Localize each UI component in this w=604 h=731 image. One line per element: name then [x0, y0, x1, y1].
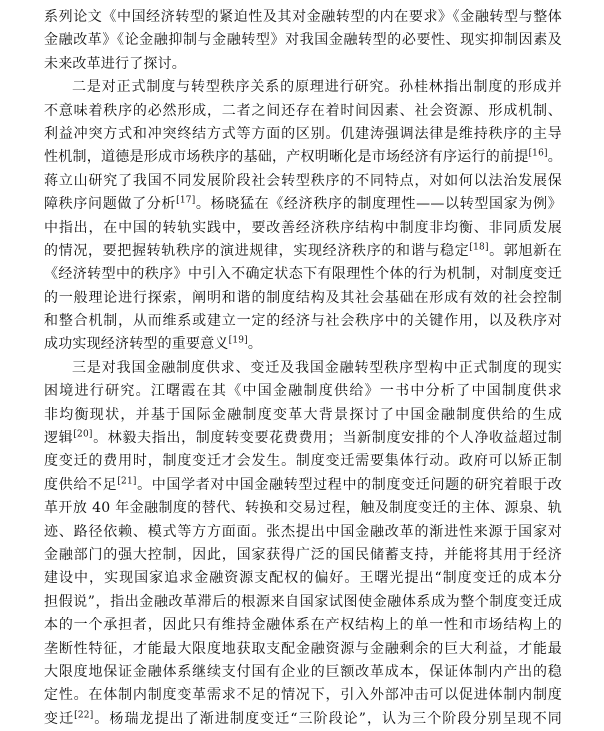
text-line	[44, 170, 562, 193]
line-text: 三是对我国金融制度供求、变迁及我国金融转型秩序型构中正式制度的现实	[72, 359, 562, 376]
line-text: 本的一个承担者，因此只有维持金融体系在产权结构上的单一性和市场结构上的	[44, 617, 562, 634]
line-text: 度变迁的费用时，制度变迁才会发生。制度变迁需要集体行动。政府可以矫正制	[44, 453, 562, 470]
line-text: 困境进行研究。江曙霞在其《中国金融制度供给》一书中分析了中国制度供求	[44, 383, 562, 400]
line-text-tail: 。林毅夫指出，制度转变要花费费用；当新制度安排的个人净收益超过制	[92, 430, 562, 447]
text-line	[44, 427, 562, 450]
text-line	[44, 404, 562, 427]
line-text: 垄断性特征，才能最大限度地获取支配金融资源与金融剩余的巨大利益，才能最	[44, 640, 562, 657]
line-text: 担假说”，指出金融改革滞后的根源来自国家试图使金融体系成为整个制度变迁成	[44, 593, 562, 610]
text-line	[44, 263, 562, 286]
citation-marker: [22]	[74, 710, 94, 721]
line-text: 成功实现经济转型的重要意义	[44, 336, 229, 353]
line-text: 的情况，要把握转轨秩序的演进规律，实现经济秩序的和谐与稳定	[44, 242, 470, 259]
text-line	[44, 357, 562, 380]
citation-marker: [19]	[228, 335, 248, 346]
text-line	[44, 310, 562, 333]
text-line	[44, 287, 562, 310]
text-line	[44, 614, 562, 637]
line-text: 未来改革进行了探讨。	[44, 55, 186, 72]
line-text: 蒋立山研究了我国不同发展阶段社会转型秩序的不同特点，对如何以法治发展保	[44, 172, 562, 189]
line-text: 不意味着秩序的必然形成，二者之间还存在着时间因素、社会资源、形成机制、	[44, 102, 562, 119]
line-text-tail: 。中国学者对中国金融转型过程中的制度变迁问题的研究着眼于改	[136, 476, 562, 493]
text-line	[44, 708, 562, 731]
text-line	[44, 684, 562, 707]
line-text: 《经济转型中的秩序》中引入不确定状态下有限理性个体的行为机制，对制度变迁	[44, 266, 562, 283]
text-line	[44, 474, 562, 497]
line-text: 金融部门的强大控制，因此，国家获得广泛的国民储蓄支持，并能将其用于经济	[44, 546, 562, 563]
line-text: 二是对正式制度与转型秩序关系的原理进行研究。孙桂林指出制度的形成并	[72, 79, 562, 96]
line-text: 大限度地保证金融体系继续支付国有企业的巨额改革成本，保证体制内产出的稳	[44, 663, 562, 680]
line-text-tail: 。	[547, 149, 562, 166]
line-text: 迹、路径依赖、模式等方方面面。张杰提出中国金融改革的渐进性来源于国家对	[44, 523, 562, 540]
citation-marker: [21]	[117, 476, 137, 487]
text-line	[44, 497, 562, 520]
line-text: 性机制，道德是形成市场秩序的基础，产权明晰化是市场经济有序运行的前提	[44, 149, 529, 166]
text-line	[44, 100, 562, 123]
text-line	[44, 6, 562, 29]
text-line	[44, 450, 562, 473]
text-line	[44, 217, 562, 240]
citation-marker: [17]	[176, 195, 196, 206]
text-line	[44, 638, 562, 661]
document-page	[44, 6, 562, 731]
citation-marker: [18]	[469, 242, 489, 253]
line-text: 系列论文《中国经济转型的紧迫性及其对金融转型的内在要求》《金融转型与整体	[44, 9, 562, 25]
line-text: 逻辑	[44, 430, 74, 447]
line-text: 中指出，在中国的转轨实践中，要改善经济秩序结构中制度非均衡、非同质发展	[44, 219, 562, 236]
line-text: 度供给不足	[44, 476, 118, 493]
text-line	[44, 567, 562, 590]
text-line	[44, 29, 562, 52]
line-text-tail: 。杨晓猛在《经济秩序的制度理性——以转型国家为例》	[195, 196, 562, 213]
text-line	[44, 661, 562, 684]
text-line	[44, 380, 562, 403]
line-text: 变迁	[44, 710, 75, 727]
line-text-tail: 。郭旭新在	[488, 242, 562, 259]
line-text-tail: 。杨瑞龙提出了渐进制度变迁“三阶段论”，认为三个阶段分别呈现不同	[93, 710, 563, 727]
line-text: 的一般理论进行探索，阐明和谐的制度结构及其社会基础在形成有效的社会控制	[44, 289, 562, 306]
line-text: 非均衡现状，并基于国际金融制度变革大背景探讨了中国金融制度供给的生成	[44, 406, 562, 423]
text-line	[44, 544, 562, 567]
line-text: 利益冲突方式和冲突终结方式等方面的区别。仉建涛强调法律是维持秩序的主导	[44, 125, 562, 142]
line-text: 建设中，实现国家追求金融资源支配权的偏好。王曙光提出“制度变迁的成本分	[44, 570, 562, 587]
text-line	[44, 76, 562, 99]
citation-marker: [20]	[73, 429, 93, 440]
text-line	[44, 53, 562, 76]
line-text: 和整合机制，从而维系或建立一定的经济与社会秩序中的关键作用，以及秩序对	[44, 313, 562, 330]
line-text: 定性。在体制内制度变革需求不足的情况下，引入外部冲击可以促进体制内制度	[44, 687, 562, 704]
text-line	[44, 123, 562, 146]
line-text-tail: 。	[247, 336, 263, 353]
text-line	[44, 591, 562, 614]
text-line	[44, 333, 562, 356]
text-line	[44, 146, 562, 169]
text-line	[44, 193, 562, 216]
line-text: 革开放 40 年金融制度的替代、转换和交易过程，触及制度变迁的主体、源泉、轨	[44, 500, 562, 517]
text-line	[44, 521, 562, 544]
text-line	[44, 240, 562, 263]
citation-marker: [16]	[528, 148, 548, 159]
line-text: 金融改革》《论金融抑制与金融转型》对我国金融转型的必要性、现实抑制因素及	[44, 32, 562, 49]
line-text: 障秩序问题做了分析	[44, 196, 177, 213]
